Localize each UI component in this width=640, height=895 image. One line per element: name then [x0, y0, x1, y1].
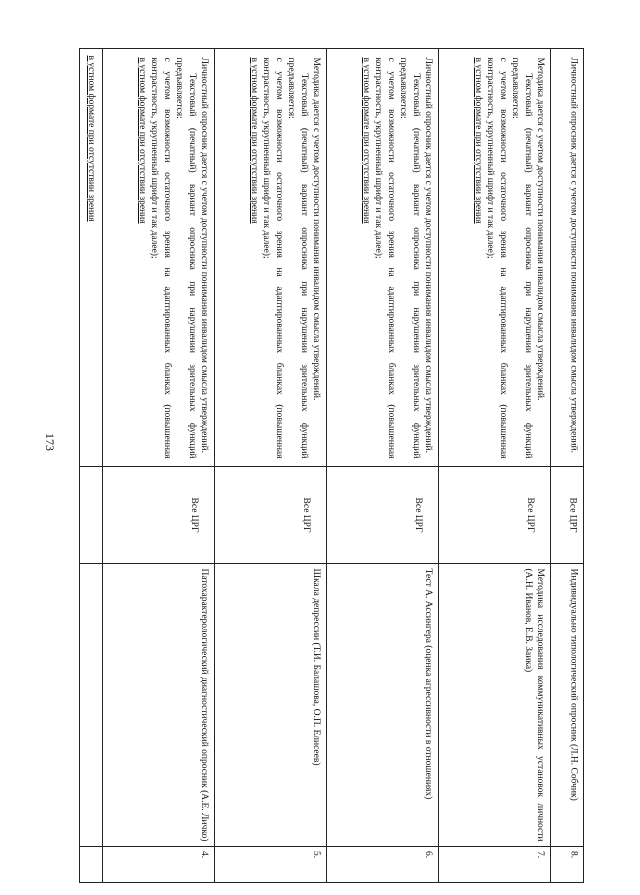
methods-table	[79, 48, 584, 883]
functions-text: Личностный опросник дается с учетом доступности понимания инвалидом смысла утверждений.	[423, 57, 433, 453]
functions-text: в устном формате при отсутствии зрения	[136, 57, 147, 224]
functions-text: в устном формате при отсутствии зрения	[360, 57, 371, 224]
functions-text: Личностный опросник дается с учетом доступности понимания инвалидом смысла утверждений.	[568, 57, 578, 453]
page-number	[37, 429, 63, 455]
table-row	[438, 49, 550, 466]
row-number: 4.	[199, 851, 209, 859]
functions-text: Текстовый (печатный) вариант опросника при нарушении зрительных функций предъявляется:	[398, 57, 421, 458]
functions-text: в устном формате при отсутствии зрения	[86, 55, 96, 222]
functions-text: Текстовый (печатный) вариант опросника при нарушении зрительных функций предъявляется:	[510, 57, 533, 458]
table-cell-group	[550, 466, 583, 563]
table-cell-method	[438, 563, 550, 846]
row-number: 8.	[568, 851, 578, 859]
method-text: Методика исследования коммуникативных установок личности (А.Н. Иванов, Е.В. Заика)	[522, 568, 545, 841]
functions-text: с учетом возможности остаточного зрения на адаптированных бланках (повышенная контрастность, укрупненный шрифт и так далее);	[149, 57, 172, 458]
row-number: 7.	[535, 851, 545, 859]
table-row	[214, 49, 326, 466]
functions-text: Текстовый (печатный) вариант опросника при нарушении зрительных функций предъявляется:	[174, 57, 197, 458]
table-cell-method	[326, 563, 438, 846]
row-number: 5.	[311, 851, 321, 859]
table-cell-number	[214, 846, 326, 882]
functions-text: с учетом возможности остаточного зрения на адаптированных бланках (повышенная контрастность, укрупненный шрифт и так далее);	[485, 57, 508, 458]
table-row	[102, 49, 214, 466]
functions-text: Методика дается с учетом доступности понимания инвалидом смысла утверждений.	[311, 57, 321, 400]
functions-text: Текстовый (печатный) вариант опросника при нарушении зрительных функций предъявляется:	[286, 57, 309, 458]
table-row	[550, 49, 583, 466]
table-cell-group	[326, 466, 438, 563]
table-cell-group	[102, 466, 214, 563]
table-cell-group	[438, 466, 550, 563]
functions-text: с учетом возможности остаточного зрения на адаптированных бланках (повышенная контрастность, укрупненный шрифт и так далее);	[373, 57, 396, 458]
functions-text: Личностный опросник дается с учетом доступности понимания инвалидом смысла утверждений.	[199, 57, 209, 453]
table-row	[326, 49, 438, 466]
table-cell-number	[550, 846, 583, 882]
method-text: Индивидуально типологический опросник (Л.Н. Собчик)	[568, 568, 578, 801]
method-text: Тест А. Ассингера (оценка агрессивности в отношениях)	[423, 568, 433, 799]
table-row-continuation	[80, 49, 102, 466]
functions-text: в устном формате при отсутствии зрения	[472, 57, 483, 224]
table-cell-method	[550, 563, 583, 846]
page-number-text: 173	[43, 433, 58, 451]
table-cell-method	[214, 563, 326, 846]
method-text: Шкала депрессии (Т.И. Балашова, О.П. Елисеев)	[311, 568, 321, 765]
table-cell-method	[102, 563, 214, 846]
table-cell-number	[326, 846, 438, 882]
group-text: Все ЦРГ	[301, 497, 311, 532]
method-text: Патохарактерологический диагностический опросник (А.Е. Личко)	[199, 568, 209, 841]
group-text: Все ЦРГ	[525, 497, 535, 532]
group-text: Все ЦРГ	[567, 497, 577, 532]
group-text: Все ЦРГ	[189, 497, 199, 532]
table-cell-group	[214, 466, 326, 563]
table-cell-number	[438, 846, 550, 882]
row-number: 6.	[423, 851, 433, 859]
table-cell-number	[102, 846, 214, 882]
functions-text: в устном формате при отсутствии зрения	[248, 57, 259, 224]
group-text: Все ЦРГ	[413, 497, 423, 532]
functions-text: Методика дается с учетом доступности понимания инвалидом смысла утверждений.	[535, 57, 545, 400]
functions-text: с учетом возможности остаточного зрения на адаптированных бланках (повышенная контрастность, укрупненный шрифт и так далее);	[261, 57, 284, 458]
